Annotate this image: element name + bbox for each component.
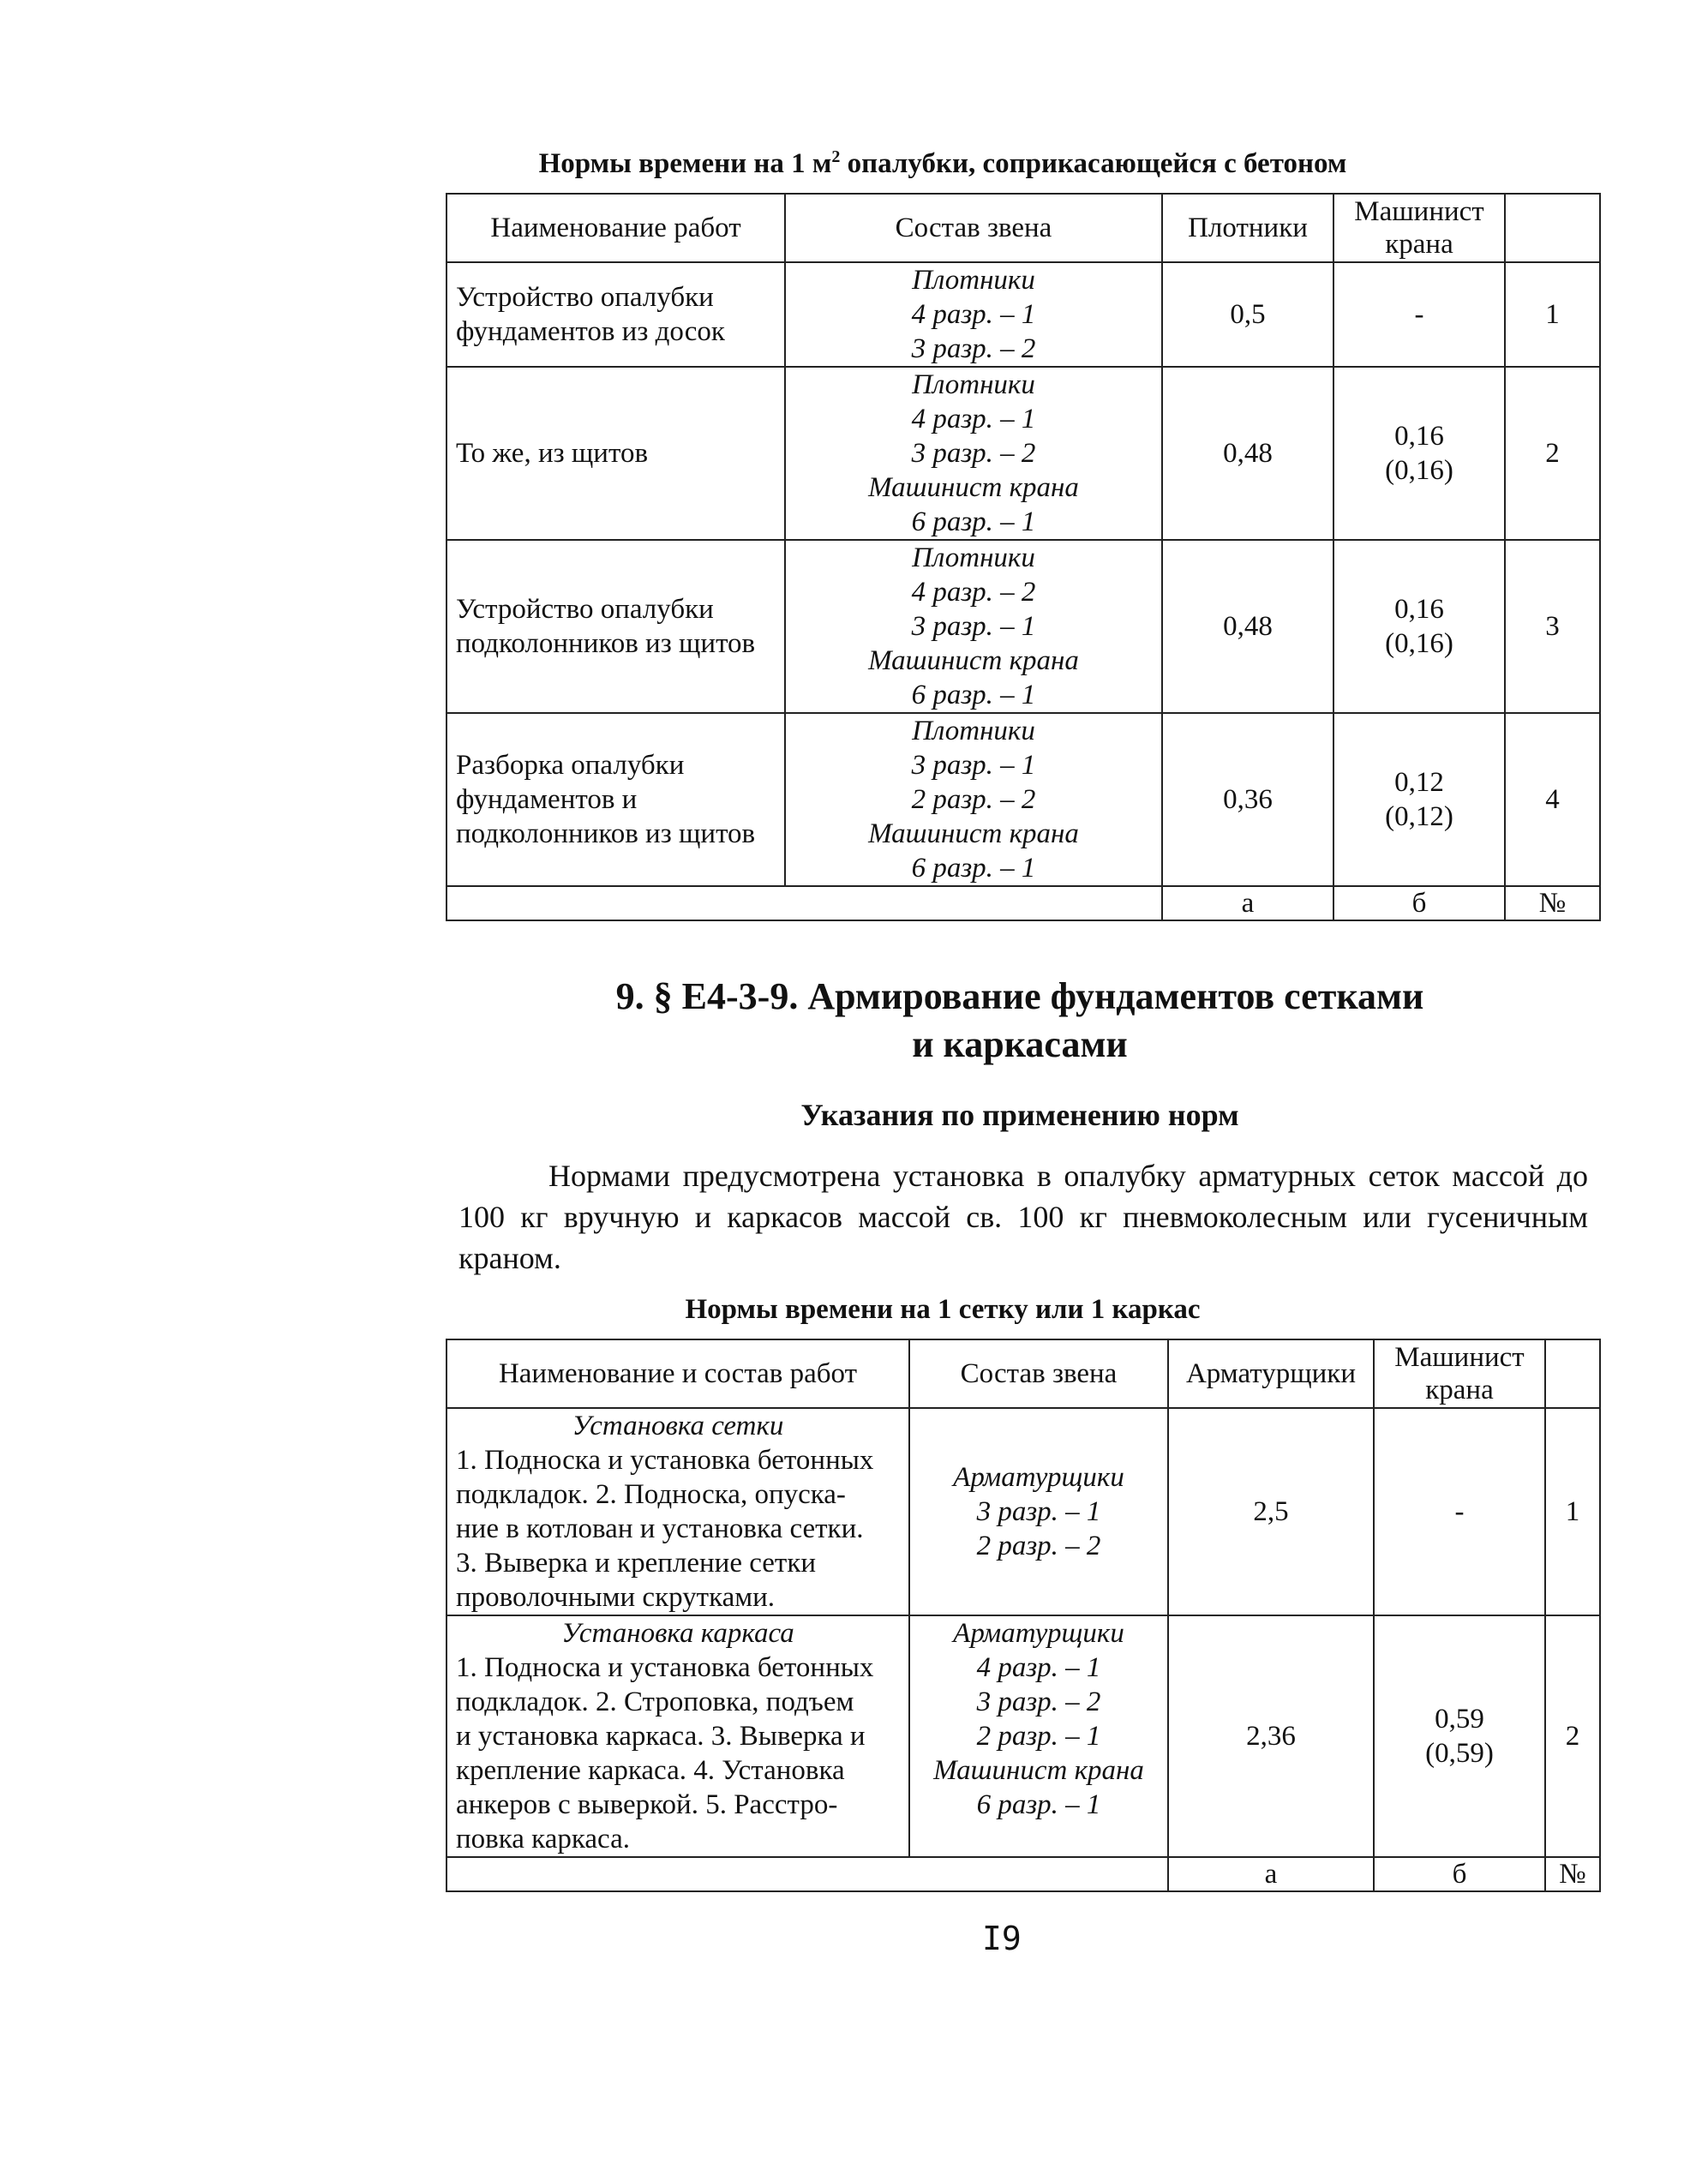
- text-line: 3 разр. – 1: [911, 750, 1036, 781]
- table2-footer-a: а: [1168, 1857, 1374, 1891]
- table1: [446, 193, 1601, 921]
- table2-row1-num: 1: [1545, 1408, 1600, 1615]
- text-line: крепление каркаса. 4. Установка: [456, 1755, 845, 1786]
- table1-row1-crew: [785, 262, 1162, 367]
- text-line: 3 разр. – 2: [976, 1687, 1101, 1717]
- text-line: Арматурщики: [953, 1462, 1124, 1493]
- table1-header-carpenters: Плотники: [1162, 194, 1333, 262]
- table2-footer-row: [446, 1857, 1600, 1891]
- text-line: -: [1454, 1495, 1465, 1527]
- text-line: Устройство опалубки: [456, 282, 714, 313]
- table2-row1-rebar: 2,5: [1168, 1408, 1374, 1615]
- table1-row1-operator: [1333, 262, 1505, 367]
- table1-row4-crew: [785, 713, 1162, 886]
- table1-caption: [446, 147, 1440, 180]
- text-line: подкладок. 2. Подноска, опуска-: [456, 1479, 846, 1510]
- text-line: 0,59: [1435, 1704, 1484, 1735]
- table1-header-work: Наименование работ: [446, 194, 785, 262]
- table2-caption: Нормы времени на 1 сетку или 1 каркас: [685, 1294, 1201, 1325]
- text-line: Машинист крана: [868, 645, 1079, 676]
- text-line: То же, из щитов: [456, 438, 649, 469]
- table1-header-crew: Состав звена: [785, 194, 1162, 262]
- table2-header-crew: Состав звена: [909, 1339, 1168, 1408]
- table-row: [446, 1408, 1600, 1615]
- table1-row2-num: 2: [1505, 367, 1600, 540]
- table1-header-row: [446, 194, 1600, 262]
- text-line: 3. Выверка и крепление сетки: [456, 1548, 817, 1579]
- table1-row1-work: [446, 262, 785, 367]
- text-line: 6 разр. – 1: [911, 680, 1036, 710]
- text-line: Плотники: [912, 542, 1035, 573]
- text-line: -: [1414, 298, 1424, 330]
- table1-row2-carpenters: 0,48: [1162, 367, 1333, 540]
- table1-row2-work: [446, 367, 785, 540]
- table1-footer-b: б: [1333, 886, 1505, 920]
- table2-row2-work-title: Установка каркаса: [561, 1618, 794, 1649]
- text-line: 3 разр. – 1: [976, 1496, 1101, 1527]
- table2-row2-num: 2: [1545, 1615, 1600, 1857]
- table1-row3-num: 3: [1505, 540, 1600, 713]
- text-line: 3 разр. – 1: [911, 611, 1036, 642]
- table1-caption-main: Нормы времени на 1 м: [538, 148, 832, 179]
- text-line: 1. Подноска и установка бетонных: [456, 1445, 874, 1476]
- table1-caption-rest: опалубки, соприкасающейся с бетоном: [840, 148, 1347, 179]
- table1-row4-work: [446, 713, 785, 886]
- text-line: 3 разр. – 2: [911, 438, 1036, 469]
- text-line: анкеров с выверкой. 5. Расстро-: [456, 1789, 838, 1820]
- table2-footer-num: №: [1545, 1857, 1600, 1891]
- table2-row2-work: [446, 1615, 909, 1857]
- section-title: [428, 973, 1611, 1069]
- text-line: Плотники: [912, 369, 1035, 400]
- text-line: 4 разр. – 1: [976, 1652, 1101, 1683]
- table1-row1-num: 1: [1505, 262, 1600, 367]
- text-line: 0,16: [1394, 594, 1444, 625]
- table-row: [446, 262, 1600, 367]
- table-row: [446, 367, 1600, 540]
- text-line: 0,16: [1394, 421, 1444, 452]
- text-line: Арматурщики: [953, 1618, 1124, 1649]
- text-line: фундаментов из досок: [456, 316, 725, 347]
- table2-footer-b: б: [1374, 1857, 1545, 1891]
- table1-row4-operator: [1333, 713, 1505, 886]
- table1-footer-num: №: [1505, 886, 1600, 920]
- table-row: [446, 1615, 1600, 1857]
- text-line: 1. Подноска и установка бетонных: [456, 1652, 874, 1683]
- text-line: Разборка опалубки: [456, 750, 685, 781]
- table2-row2-operator: [1374, 1615, 1545, 1857]
- text-line: повка каркаса.: [456, 1824, 630, 1854]
- text-line: подкладок. 2. Строповка, подъем: [456, 1687, 854, 1717]
- table1-header-operator: Машинист крана: [1333, 194, 1505, 262]
- text-line: 3 разр. – 2: [911, 333, 1036, 364]
- table2-row1-work: [446, 1408, 909, 1615]
- table1-header-num: [1505, 194, 1600, 262]
- text-line: 6 разр. – 1: [911, 506, 1036, 537]
- text-line: 2 разр. – 2: [976, 1531, 1101, 1561]
- text-line: ние в котлован и установка сетки.: [456, 1513, 864, 1544]
- text-line: 2 разр. – 1: [976, 1721, 1101, 1752]
- text-line: Машинист крана: [933, 1755, 1144, 1786]
- table1-footer-row: [446, 886, 1600, 920]
- text-line: 6 разр. – 1: [976, 1789, 1101, 1820]
- table1-row3-carpenters: 0,48: [1162, 540, 1333, 713]
- text-line: и установка каркаса. 3. Выверка и: [456, 1721, 866, 1752]
- table2-row1-work-title: Установка сетки: [572, 1411, 784, 1441]
- text-line: Машинист крана: [868, 818, 1079, 849]
- text-line: проволочными скрутками.: [456, 1582, 776, 1613]
- table1-row4-num: 4: [1505, 713, 1600, 886]
- table1-footer-blank: [446, 886, 1162, 920]
- text-line: подколонников из щитов: [456, 818, 756, 849]
- text-line: 2 разр. – 2: [911, 784, 1036, 815]
- table1-row1-carpenters: 0,5: [1162, 262, 1333, 367]
- text-line: 4 разр. – 1: [911, 299, 1036, 330]
- section-title-line2: и каркасами: [912, 1023, 1128, 1065]
- text-line: (0,59): [1425, 1738, 1494, 1769]
- text-line: Устройство опалубки: [456, 594, 714, 625]
- page-number: I9: [982, 1920, 1022, 1957]
- text-line: (0,16): [1385, 628, 1453, 659]
- table2: [446, 1339, 1601, 1892]
- table2-header-work: Наименование и состав работ: [446, 1339, 909, 1408]
- table2-header-rebar: Арматурщики: [1168, 1339, 1374, 1408]
- table2-header-row: [446, 1339, 1600, 1408]
- table2-footer-blank: [446, 1857, 1168, 1891]
- table1-row3-work: [446, 540, 785, 713]
- text-line: фундаментов и: [456, 784, 638, 815]
- section-title-line1: 9. § Е4-3-9. Армирование фундаментов сетками: [615, 975, 1424, 1017]
- text-line: 6 разр. – 1: [911, 853, 1036, 884]
- text-line: 4 разр. – 2: [911, 577, 1036, 608]
- table1-row3-crew: [785, 540, 1162, 713]
- table2-row1-operator: [1374, 1408, 1545, 1615]
- text-line: 0,12: [1394, 767, 1444, 798]
- table-row: [446, 540, 1600, 713]
- table2-row1-crew: [909, 1408, 1168, 1615]
- table1-row4-carpenters: 0,36: [1162, 713, 1333, 886]
- table2-row2-crew: [909, 1615, 1168, 1857]
- text-line: 4 разр. – 1: [911, 404, 1036, 434]
- text-line: Плотники: [912, 265, 1035, 296]
- table1-caption-sup: 2: [831, 147, 841, 166]
- text-line: (0,12): [1385, 801, 1453, 832]
- text-line: подколонников из щитов: [456, 628, 756, 659]
- text-line: Плотники: [912, 716, 1035, 746]
- table2-row2-rebar: 2,36: [1168, 1615, 1374, 1857]
- text-line: Машинист крана: [868, 472, 1079, 503]
- table2-header-operator: Машинист крана: [1374, 1339, 1545, 1408]
- table2-header-num: [1545, 1339, 1600, 1408]
- table1-footer-a: а: [1162, 886, 1333, 920]
- table1-row2-operator: [1333, 367, 1505, 540]
- table1-row2-crew: [785, 367, 1162, 540]
- section-subtitle: Указания по применению норм: [800, 1098, 1239, 1132]
- table-row: [446, 713, 1600, 886]
- text-line: (0,16): [1385, 455, 1453, 486]
- section-paragraph: Нормами предусмотрена установка в опалубку арматурных сеток массой до 100 кг вручную и каркасов массой св. 100 кг пневмоколесным или гусеничным краном.: [458, 1159, 1588, 1275]
- table1-row3-operator: [1333, 540, 1505, 713]
